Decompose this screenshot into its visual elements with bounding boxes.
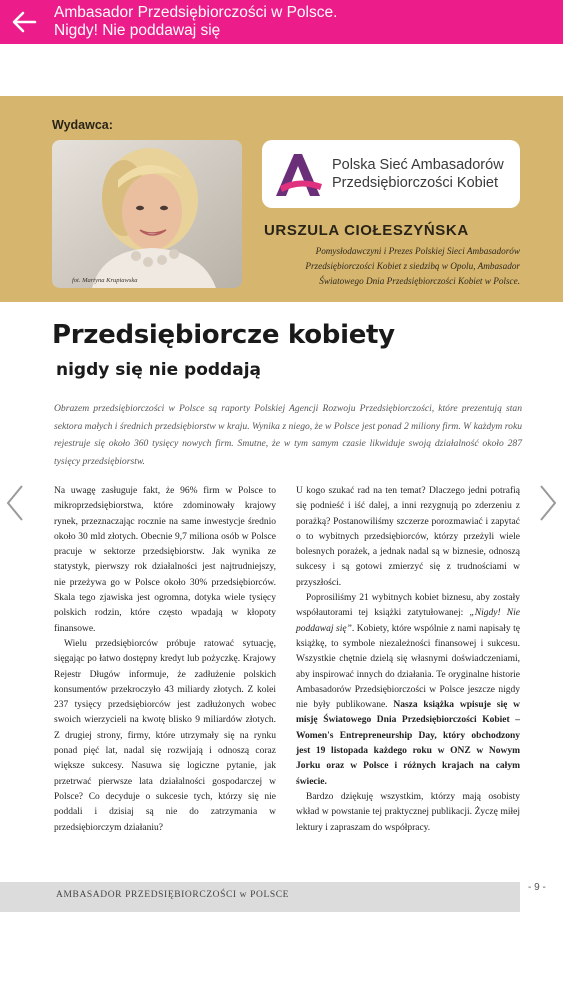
footer-text: AMBASADOR PRZEDSIĘBIORCZOŚCI w POLSCE <box>56 890 290 900</box>
next-page-arrow-icon[interactable] <box>537 484 559 522</box>
paragraph: Wielu przedsiębiorców próbuje ratować sytuację, sięgając po łatwo dostępny kredyt lub pożyczkę. Krajowy Rejestr Długów informuje, że zadłużenie polskich konsumentów przekroczyło 43 miliardy złotych. Z kolei 237 tysięcy przedsiębiorców jest zadłużonych wobec swoich wierzycieli na kwotę blisko 9 miliardów złotych. Z drugiej strony, firmy, które utrzymały się na rynku ponad pięć lat, nadal się rozwijają i odnoszą coraz większe sukcesy. Nasuwa się logiczne pytanie, jak przetrwać pierwsze lata działalności gospodarczej w Polsce? Co decyduje o sukcesie tych, którzy się nie poddali i dzisiaj są nie do zatrzymania w przedsiębiorczym działaniu? <box>54 638 276 833</box>
magazine-page <box>0 44 563 1000</box>
paragraph: Bardzo dziękuję wszystkim, którzy mają osobisty wkład w powstanie tej praktycznej publikacji. Życzę miłej lektury i zapraszam do współpracy. <box>296 791 520 833</box>
article-column-left <box>54 484 276 836</box>
app-bar <box>0 0 563 44</box>
paragraph: Na uwagę zasługuje fakt, że 96% firm w Polsce to mikroprzedsiębiorstwa, które zdominowały krajowy rynek, przeznaczając rocznie na same inwestycje średnio około 30 mld złotych. Obecnie 9,7 miliona osób w Polsce pracuje w sektorze przedsiębiorstw. Jak wynika ze statystyk, pierwszy rok działalności jest najtrudniejszy, nie przeżywa go w Polsce około 30% przedsiębiorców. Skala tego zjawiska jest ogromna, dotyka wiele tysięcy polskich rodzin, które często wpadają w kłopoty finansowe. <box>54 486 276 634</box>
app-title-line-1: Ambasador Przedsiębiorczości w Polsce. <box>54 4 338 21</box>
photo-credit: fot. Martyna Krupiawska <box>72 277 138 284</box>
paragraph <box>296 591 520 790</box>
page-number: - 9 - <box>528 882 546 893</box>
article-headline: Przedsiębiorcze kobiety <box>52 320 395 350</box>
author-name: URSZULA CIOŁESZYŃSKA <box>264 222 469 239</box>
book-title: „Nigdy! Nie poddawaj się” <box>296 608 520 634</box>
paragraph-text: . Kobiety, które wspólnie z nami napisały tę książkę, to symbole niezależności finansowej i sukcesu. Wszystkie chętnie dzielą się własnymi doświadczeniami, aby inspirować innych do działania. Te oryginalne historie Ambasadorów Przedsiębiorczości w Polsce jeszcze nigdy nie były publikowane. <box>296 623 521 711</box>
organization-logo <box>262 140 520 208</box>
paragraph: U kogo szukać rad na ten temat? Dlaczego jedni potrafią się podnieść i iść dalej, a inni rezygnują po zderzeniu z porażką? Postanowiliśmy szczerze porozmawiać i zapytać o to wybitnych przedsiębiorców, którzy przeżyli wiele bolesnych porażek, a jednak nadal są w biznesie, odnoszą sukcesy i są gotowi zmierzyć się z trudnościami w przyszłości. <box>296 486 520 588</box>
logo-line-2: Przedsiębiorczości Kobiet <box>332 175 499 191</box>
author-photo <box>52 140 242 288</box>
article-subheadline: nigdy się nie poddają <box>56 360 261 380</box>
publisher-banner <box>0 96 563 302</box>
portrait-image <box>52 140 242 288</box>
back-arrow-icon[interactable] <box>8 8 40 36</box>
psak-logo-icon <box>270 146 326 202</box>
previous-page-arrow-icon[interactable] <box>4 484 26 522</box>
article-lead: Obrazem przedsiębiorczości w Polsce są raporty Polskiej Agencji Rozwoju Przedsiębiorczości, które prezentują stan sektora małych i średnich przedsiębiorstw w kraju. Wynika z niego, że w Polsce jest ponad 2 miliony firm. W każdym roku rejestruje się około 360 tysięcy nowych firm. Smutne, że w tym samym czasie likwiduje swoją działalność około 287 tysięcy przedsiębiorstw. <box>54 403 522 467</box>
article-column-right <box>296 484 520 836</box>
author-description: Pomysłodawczyni i Prezes Polskiej Sieci Ambasadorów Przedsiębiorczości Kobiet z siedzibą w Opolu, Ambasador Światowego Dnia Przedsiębiorczości Kobiet w Polsce. <box>305 246 520 286</box>
logo-line-1: Polska Sieć Ambasadorów <box>332 157 504 173</box>
app-title-line-2: Nigdy! Nie poddawaj się <box>54 22 221 39</box>
logo-text <box>332 156 504 192</box>
publisher-label: Wydawca: <box>52 118 113 132</box>
paragraph-text: Poprosiliśmy 21 wybitnych kobiet biznesu, aby zostały współautorami tej książki zatytułowanej: <box>296 593 520 619</box>
app-title <box>54 4 554 40</box>
paragraph-bold-text: Nasza książka wpisuje się w misję Światowego Dnia Przedsiębiorczości Kobiet – Women's Entrepreneurship Day, który obchodzony jest 19 listopada każdego roku w ONZ w Nowym Jorku oraz w Polsce i różnych krajach na całym świecie. <box>296 700 520 787</box>
